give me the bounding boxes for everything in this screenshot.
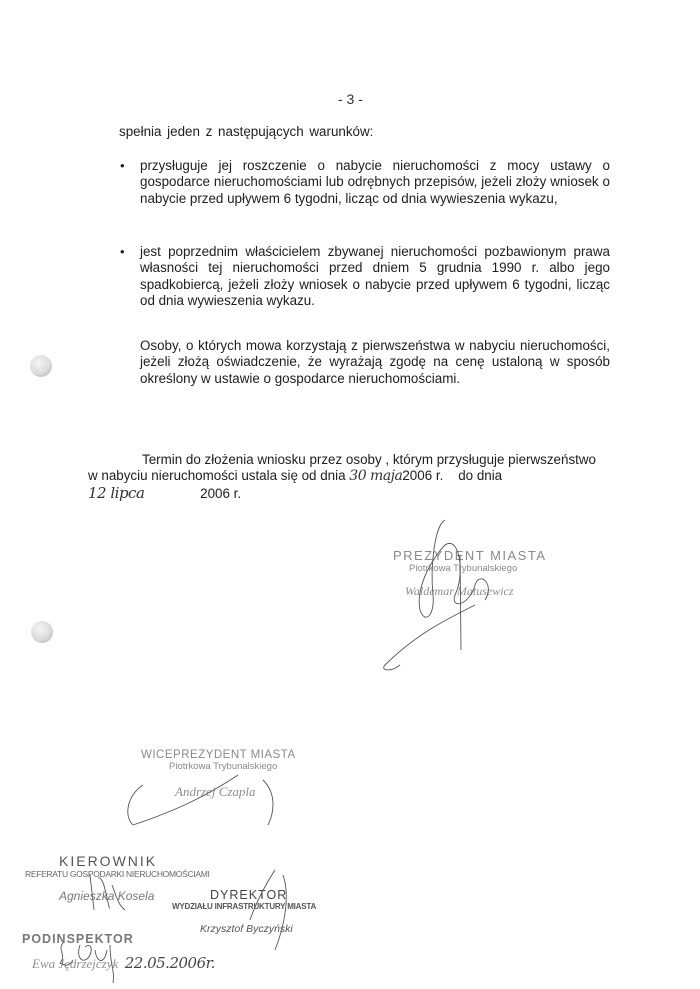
bullet-item-2: jest poprzednim właścicielem zbywanej nieruchomości pozbawionym prawa własności tej nieruchomości przed dniem 5 grudnia 1990 r. albo jego spadkobiercą, jeżeli złoży wniosek o nabycie przed upływem 6 tygodni, licząc od dnia wywieszenia wykazu. — [140, 244, 610, 309]
handwritten-end-date: 12 lipca — [88, 483, 145, 502]
bullet-marker: • — [120, 244, 125, 259]
deadline-paragraph — [88, 452, 628, 502]
handwritten-start-date: 30 maja — [349, 468, 403, 485]
deadline-to-label: do dnia — [458, 468, 503, 484]
deadline-line-2-prefix: w nabyciu nieruchomości ustala się od dnia — [88, 468, 346, 484]
stamp-dyrektor-subtitle: WYDZIAŁU INFRASTRUKTURY MIASTA — [172, 902, 317, 911]
stamp-wiceprezydent-subtitle: Piotrkowa Trybunalskiego — [169, 761, 278, 772]
bullet-item-1: przysługuje jej roszczenie o nabycie nieruchomości z mocy ustawy o gospodarce nieruchomościami lub odrębnych przepisów, jeżeli złoży wniosek o nabycie przed upływem 6 tygodni, licząc od dnia wywieszenia wykazu, — [140, 158, 610, 206]
stamp-dyrektor-title: DYREKTOR — [210, 888, 288, 902]
stamp-podinspektor-title: PODINSPEKTOR — [22, 932, 134, 946]
stamp-kierownik-title: KIEROWNIK — [59, 853, 158, 869]
hole-punch-top — [30, 355, 52, 377]
stamp-kierownik-name: Agnieszka Kosela — [59, 889, 155, 903]
signature-wiceprezydent — [118, 770, 288, 830]
signature-podinspektor — [55, 935, 135, 985]
handwritten-signature-date: 22.05.2006r. — [124, 954, 215, 972]
stamp-dyrektor-name: Krzysztof Byczyński — [200, 923, 293, 935]
page-number: - 3 - — [338, 91, 363, 107]
stamp-kierownik-subtitle: REFERATU GOSPODARKI NIERUCHOMOŚCIAMI — [25, 869, 210, 879]
signature-prezydent — [375, 515, 535, 675]
deadline-line-1: Termin do złożenia wniosku przez osoby , którym przysługuje pierwszeństwo — [142, 452, 596, 467]
stamp-prezydent-subtitle: Piotrkowa Trybunalskiego — [409, 563, 518, 574]
hole-punch-bottom — [31, 621, 53, 643]
stamp-prezydent-name: Waldemar Matusewicz — [405, 584, 514, 598]
stamp-wiceprezydent-title: WICEPREZYDENT MIASTA — [141, 749, 296, 761]
priority-paragraph: Osoby, o których mowa korzystają z pierwszeństwa w nabyciu nieruchomości, jeżeli złożą oświadczenie, że wyrażają zgodę na cenę ustaloną w sposób określony w ustawie o gospodarce nieruchomościami. — [140, 338, 610, 386]
stamp-prezydent-title: PREZYDENT MIASTA — [393, 548, 547, 563]
bullet-marker: • — [120, 158, 125, 173]
stamp-wiceprezydent-name: Andrzej Czapla — [175, 784, 256, 799]
end-year: 2006 r. — [200, 485, 242, 501]
intro-line: spełnia jeden z następujących warunków: — [119, 124, 374, 139]
signature-kierownik — [80, 870, 140, 915]
stamp-podinspektor-name: Ewa Jędrzejczyk — [32, 956, 119, 971]
start-year: 2006 r. — [402, 468, 444, 484]
